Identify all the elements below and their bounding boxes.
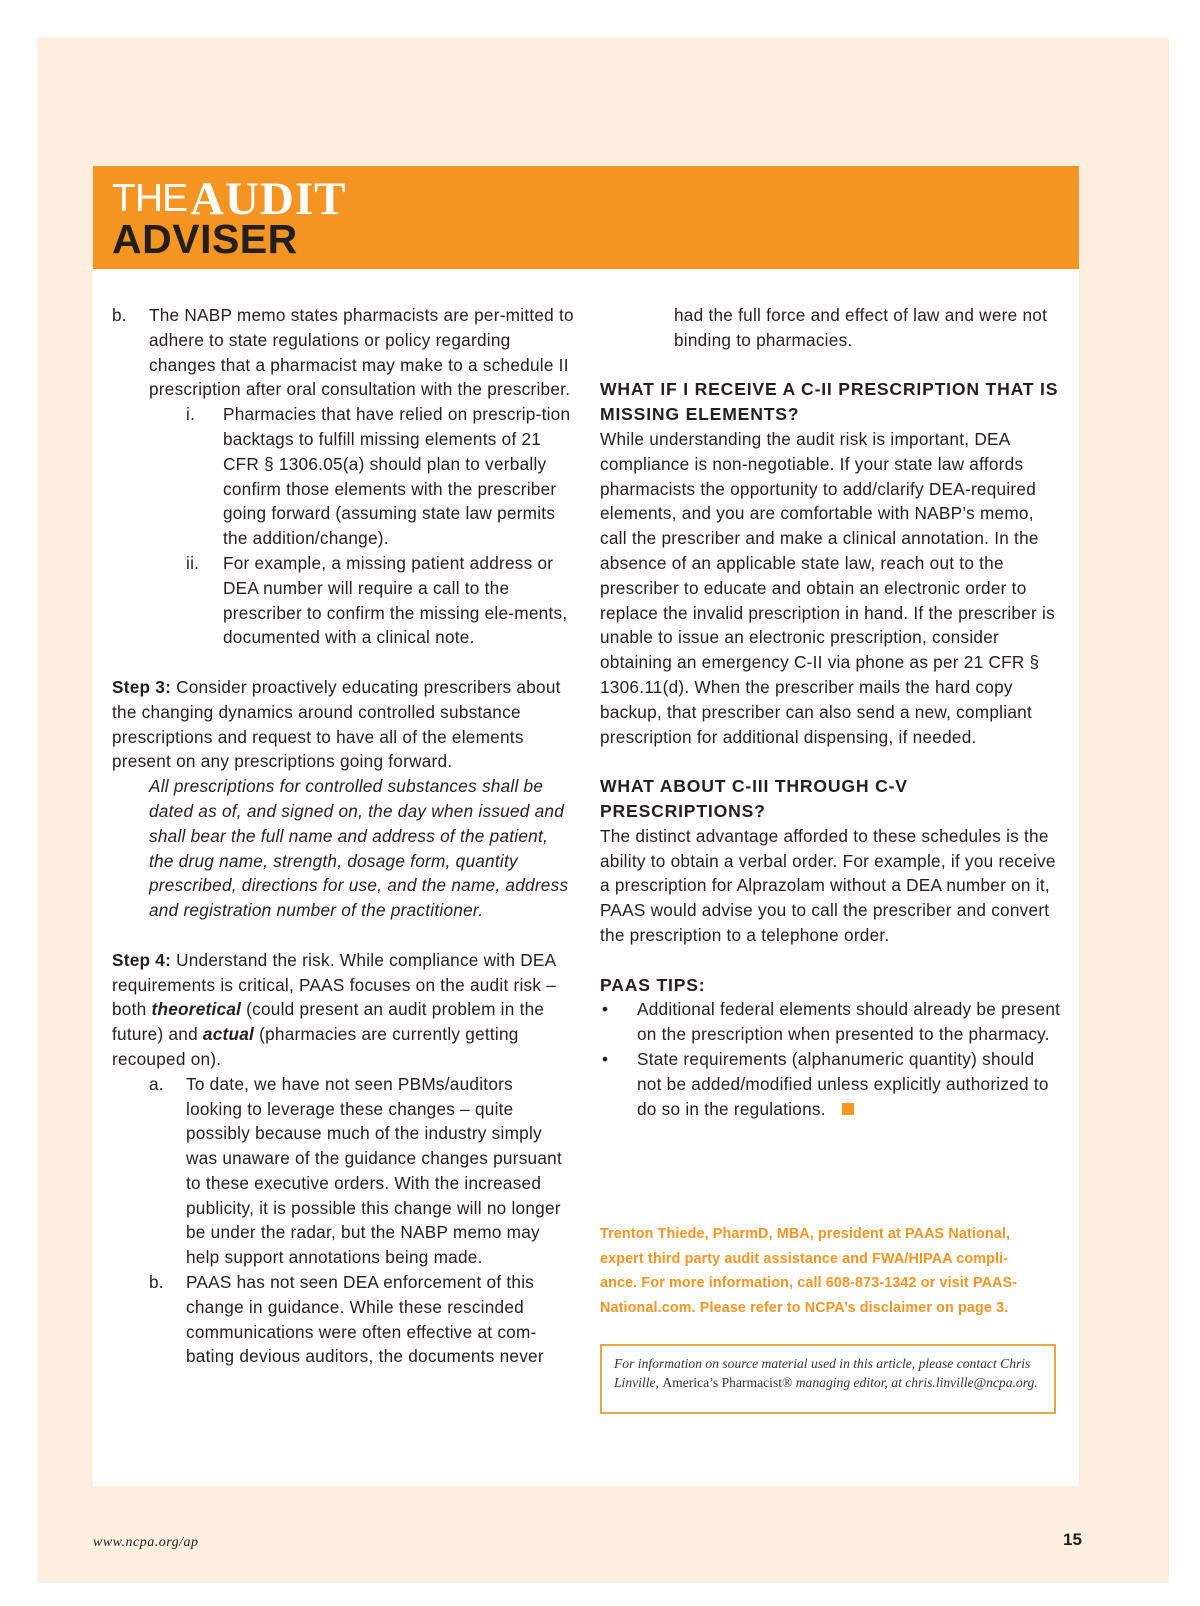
step-3-paragraph [112, 675, 574, 774]
theoretical-term: theoretical [151, 999, 242, 1020]
heading-c2-missing: WHAT IF I RECEIVE A C-II PRESCRIPTION THAT IS MISSING ELEMENTS? [600, 379, 1059, 425]
tip-item [600, 997, 1062, 1047]
bullet: • [602, 999, 609, 1020]
step-3-label: Step 3: [112, 676, 172, 697]
section-banner [93, 166, 1079, 269]
left-column [112, 303, 574, 1369]
bullet: • [602, 1048, 609, 1069]
c3-c5-paragraph: The distinct advantage afforded to these schedules is the ability to obtain a verbal order. For example, if you receive a prescription for Alprazolam without a DEA number on it, PAAS would advise you to call the prescriber and convert the prescription to a telephone order. [600, 825, 1056, 945]
list-marker: ii. [186, 552, 200, 573]
info-text: managing editor, at chris.linville@ncpa.org. [792, 1374, 1038, 1390]
list-item-text: To date, we have not seen PBMs/auditors looking to leverage these changes – quite possibly because much of the industry simply was unaware of the guidance changes pursuant to these executive orders. With the increased publicity, it is possible this change will no longer be under the radar, but the NABP memo may help support annotations being made. [186, 1073, 563, 1268]
step-4-text: Understand the risk. While compliance with DEA requirements is critical, PAAS focuses on the audit risk – both [112, 949, 557, 1020]
list-item-a [112, 1072, 574, 1270]
c2-paragraph: While understanding the audit risk is important, DEA compliance is non-negotiable. If your state law affords pharmacists the opportunity to add/clarify DEA-required elements, and you are comfortable with NABP’s memo, call the prescriber and make a clinical annotation. In the absence of an applicable state law, reach out to the prescriber to educate and obtain an electronic order to replace the invalid prescription in hand. If the prescriber is unable to issue an electronic prescription, consider obtaining an emergency C-II via phone as per 21 CFR § 1306.11(d). When the prescriber mails the hard copy backup, that prescriber can also send a new, compliant prescription for additional dispensing, if needed. [600, 428, 1055, 747]
regulation-quote: All prescriptions for controlled substances shall be dated as of, and signed on, the day when issued and shall bear the full name and address of the patient, the drug name, strength, dosage form, quantity prescribed, directions for use, and the name, address and registration number of the practitioner. [149, 776, 569, 921]
banner-the: THE [112, 177, 187, 220]
step-4-label: Step 4: [112, 949, 172, 970]
step-4-text: (could present an audit problem in the future) and [112, 999, 545, 1045]
heading-paas-tips: PAAS TIPS: [600, 974, 706, 995]
step-4-paragraph [112, 948, 574, 1072]
page-number: 15 [1063, 1530, 1082, 1549]
tip-text: State requirements (alphanumeric quantity) should not be added/modified unless explicitly authorized to do so in the regulations. [637, 1048, 1049, 1119]
footer-url[interactable]: www.ncpa.org/ap [93, 1535, 199, 1550]
list-marker: b. [149, 1272, 164, 1293]
list-item-text: The NABP memo states pharmacists are per-mitted to adhere to state regulations or policy regarding changes that a pharmacist may make to a schedule II prescription after oral consultation with the prescriber. [149, 305, 574, 400]
list-item-i [112, 402, 574, 551]
info-text: For information on source material used in this article, please contact Chris Linville, [614, 1356, 1031, 1390]
right-column [600, 303, 1062, 1121]
banner-audit: AUDIT [190, 173, 347, 225]
step-3-text: Consider proactively educating prescribers about the changing dynamics around controlled substance prescriptions and request to have all of the elements present on any prescriptions going forward. [112, 676, 561, 772]
list-marker: i. [186, 404, 196, 425]
step-4-text: (pharmacies are currently getting recouped on). [112, 1024, 519, 1069]
list-item-text: PAAS has not seen DEA enforcement of this change in guidance. While these rescinded communications were often effective at com-bating devious auditors, the documents never [186, 1272, 544, 1367]
actual-term: actual [202, 1024, 255, 1045]
list-marker: b. [112, 305, 127, 325]
end-mark-icon [842, 1103, 854, 1115]
author-bio: Trenton Thiede, PharmD, MBA, president at PAAS National, expert third party audit assistance and FWA/HIPAA compli-ance. For more information, call 608-873-1342 or visit PAAS-National.com. Please refer to NCPA’s disclaimer on page 3. [600, 1226, 1018, 1316]
list-item-text: Pharmacies that have relied on prescrip-tion backtags to fulfill missing elements of 21 CFR § 1306.05(a) should plan to verbally confirm those elements with the prescriber going forward (assuming state law permits the addition/change). [223, 404, 571, 549]
list-item-b2 [112, 1270, 574, 1369]
tip-text: Additional federal elements should already be present on the prescription when presented to the pharmacy. [637, 999, 1061, 1045]
banner-adviser: ADVISER [112, 216, 298, 262]
list-item-text: For example, a missing patient address or DEA number will require a call to the prescriber to confirm the missing ele-ments, documented with a clinical note. [223, 552, 568, 648]
tip-item [600, 1047, 1062, 1121]
continued-text: had the full force and effect of law and were not binding to pharmacies. [674, 305, 1048, 350]
list-item-b [112, 303, 574, 402]
heading-c3-c5: WHAT ABOUT C-III THROUGH C-V PRESCRIPTIONS? [600, 776, 908, 821]
source-info-box [600, 1344, 1056, 1414]
magazine-name: America’s Pharmacist® [662, 1374, 793, 1390]
list-marker: a. [149, 1073, 164, 1094]
list-item-ii [112, 551, 574, 650]
